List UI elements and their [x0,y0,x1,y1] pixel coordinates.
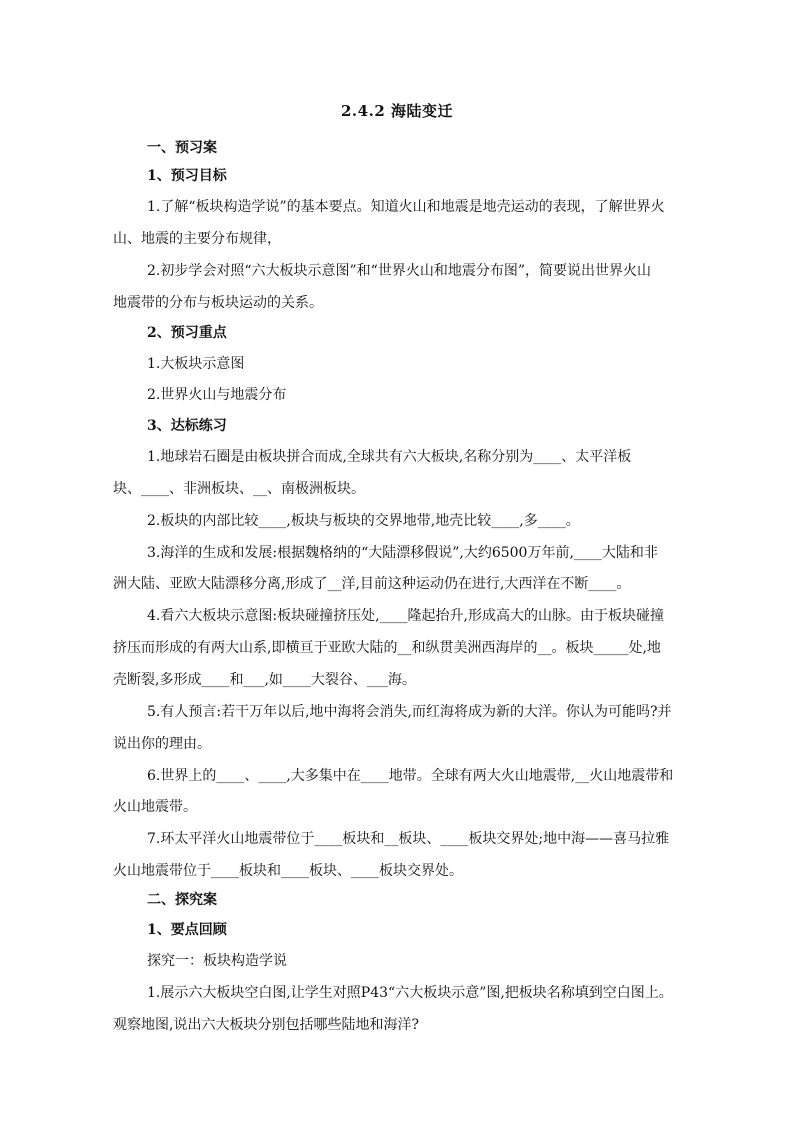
exercise-line: 火山地震带。 [113,799,197,815]
doc-title: 2.4.2 海陆变迁 [341,102,453,120]
exercise-line: 块、____、非洲板块、__、南极洲板块。 [113,481,365,497]
exercise-line: 火山地震带位于____板块和____板块、____板块交界处。 [113,863,463,879]
subheading-exercises: 3、达标练习 [147,418,227,434]
exercise-line: 2.板块的内部比较____,板块与板块的交界地带,地壳比较____,多____。 [147,513,580,529]
paragraph-line: 地震带的分布与板块运动的关系。 [113,295,323,311]
paragraph-line: 2.初步学会对照“六大板块示意图”和“世界火山和地震分布图”，简要说出世界火山 [147,263,651,279]
exercise-line: 5.有人预言:若干万年以后,地中海将会消失,而红海将成为新的大洋。你认为可能吗?并 [147,704,672,720]
paragraph-line: 2.世界火山与地震分布 [147,387,287,403]
subheading-review: 1、要点回顾 [147,922,227,938]
inquiry-heading: 探究一：板块构造学说 [147,953,287,969]
paragraph-line: 1.大板块示意图 [147,356,245,372]
paragraph-line: 1.了解“板块构造学说”的基本要点。知道火山和地震是地壳运动的表现，了解世界火 [147,199,665,215]
exercise-line: 说出你的理由。 [113,736,211,752]
paragraph-line: 观察地图,说出六大板块分别包括哪些陆地和海洋? [113,1017,419,1033]
section-heading-inquiry: 二、探究案 [147,892,217,908]
exercise-line: 6.世界上的____、____,大多集中在____地带。全球有两大火山地震带,__火山地震带和 [147,768,674,784]
exercise-line: 挤压而形成的有两大山系,即横亘于亚欧大陆的__和纵贯美洲西海岸的__。板块_____处,地 [113,640,661,656]
paragraph-line: 1.展示六大板块空白图,让学生对照P43“六大板块示意”图,把板块名称填到空白图上。 [147,985,673,1001]
section-heading-preview: 一、预习案 [147,140,217,156]
paragraph-line: 山、地震的主要分布规律， [113,231,281,247]
exercise-line: 洲大陆、亚欧大陆漂移分离,形成了__洋,目前这种运动仍在进行,大西洋在不断____。 [113,576,631,592]
exercise-line: 4.看六大板块示意图:板块碰撞挤压处,____隆起抬升,形成高大的山脉。由于板块碰撞 [147,608,664,624]
exercise-line: 7.环太平洋火山地震带位于____板块和__板块、____板块交界处;地中海——喜马拉雅 [147,831,670,847]
exercise-line: 壳断裂,多形成____和___,如____大裂谷、___海。 [113,672,416,688]
exercise-line: 1.地球岩石圈是由板块拼合而成,全球共有六大板块,名称分别为____、太平洋板 [147,449,632,465]
subheading-goals: 1、预习目标 [147,168,227,184]
exercise-line: 3.海洋的生成和发展:根据魏格纳的“大陆漂移假说”,大约6500万年前,____大陆和非 [147,545,658,561]
subheading-key-points: 2、预习重点 [147,325,227,341]
